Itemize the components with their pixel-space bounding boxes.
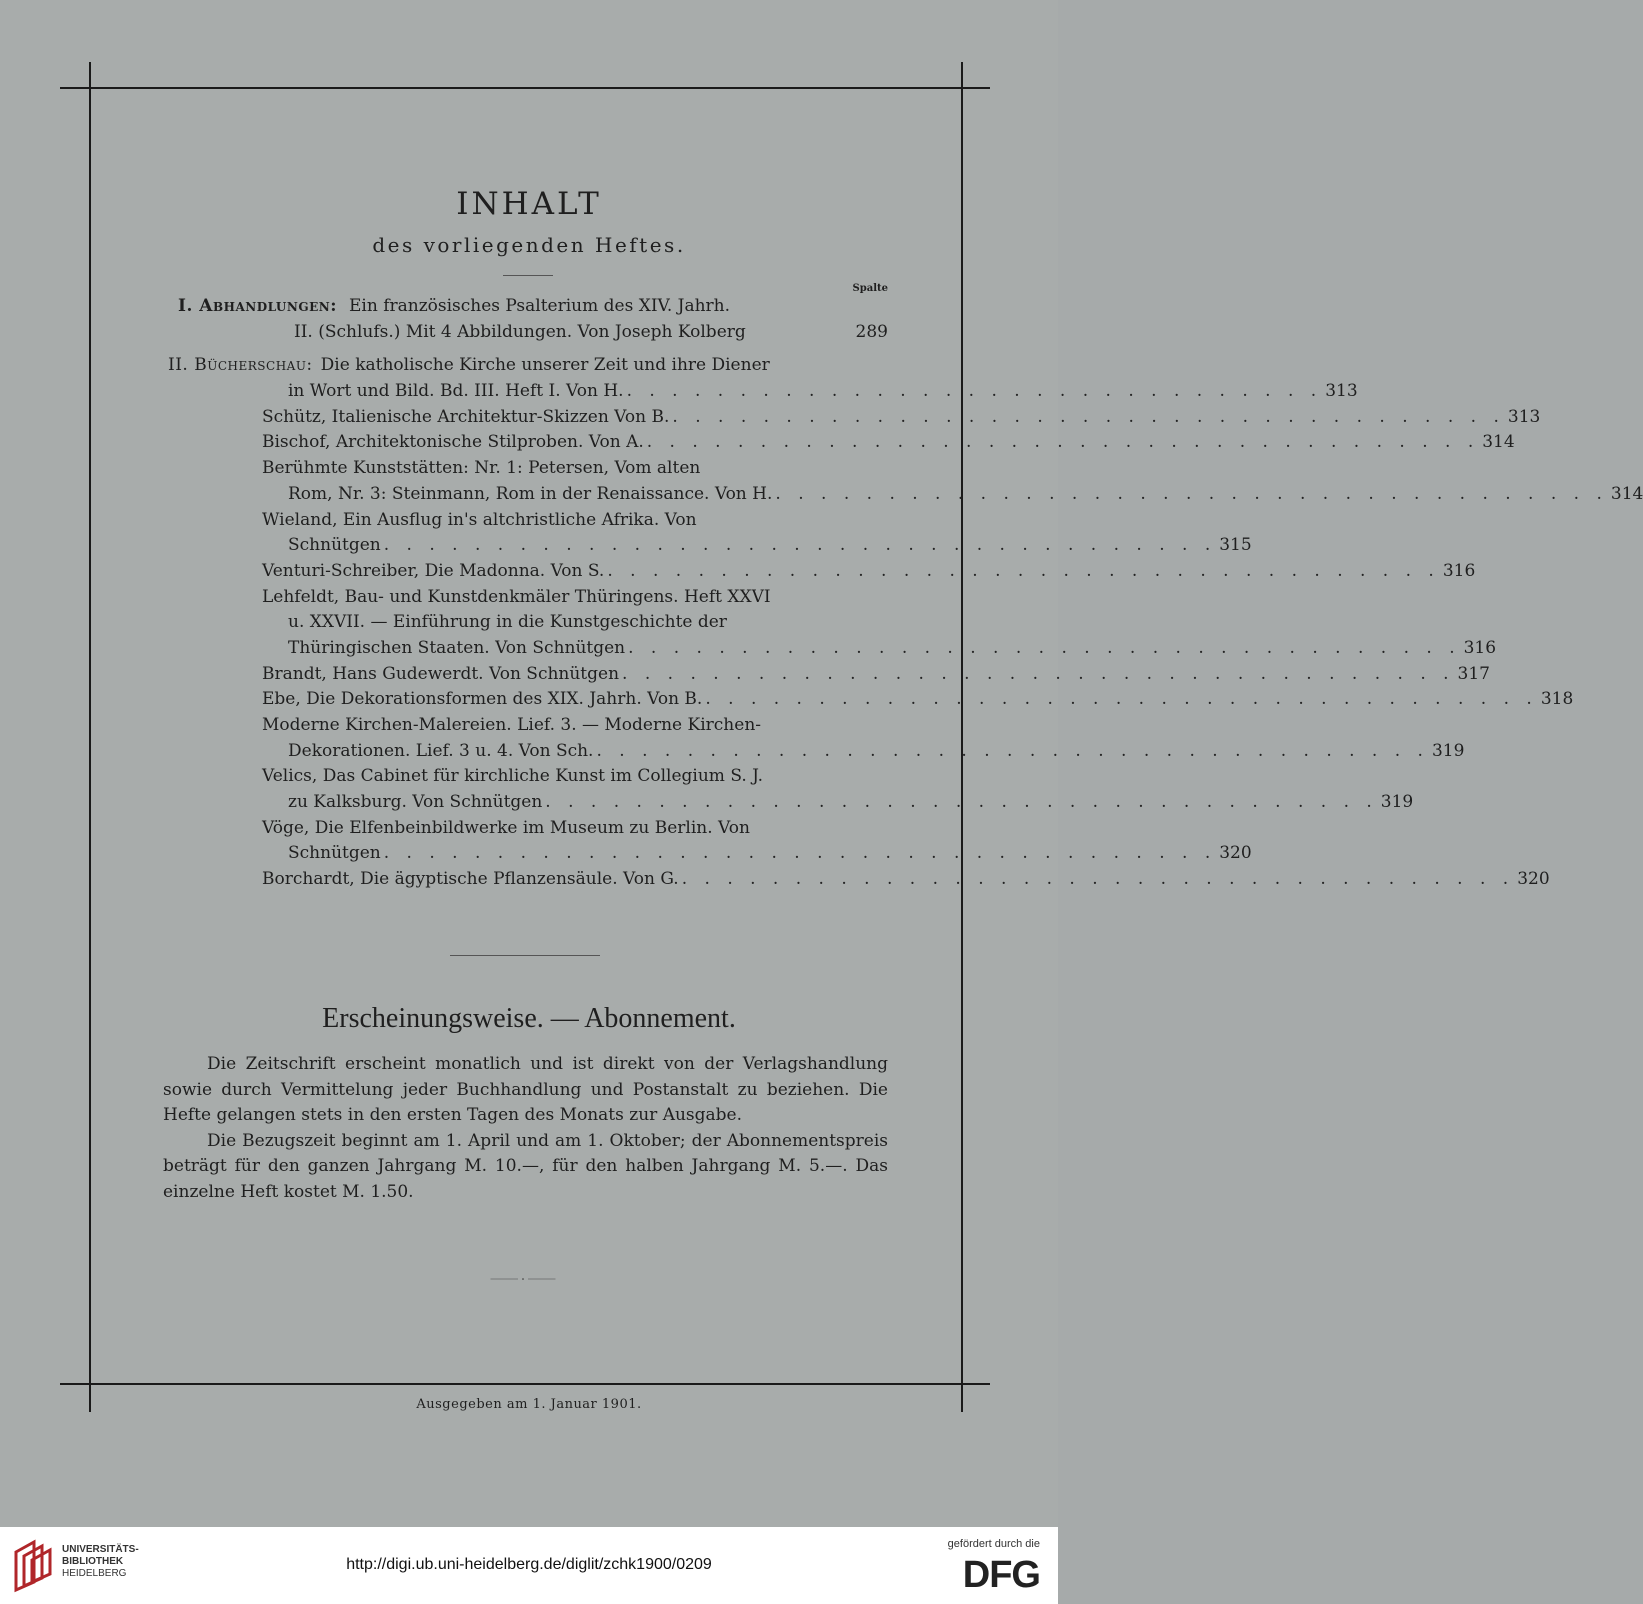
frame-bottom-rule [60,1383,990,1385]
toc-page-number: 319 [1431,740,1465,761]
toc-page-number: 316 [1463,637,1497,658]
toc-leader-dots: . . . . . . . . . . . . . . . . . . . . . . . . . . . . . . . . . . . . . [672,406,1505,427]
toc-page-number: 289 [855,321,888,342]
toc-leader-dots: . . . . . . . . . . . . . . . . . . . . . . . . . . . . . . . . . . . . . [622,663,1455,684]
toc-entry-text: Brandt, Hans Gudewerdt. Von Schnütgen [262,663,620,684]
issue-date: Ausgegeben am 1. Januar 1901. [416,1397,642,1412]
toc-entry-text: zu Kalksburg. Von Schnütgen [288,792,543,813]
toc-entry-line [160,508,888,534]
toc-page-number: 318 [1540,689,1574,710]
toc-entry-text: Wieland, Ein Ausflug in's altchristliche Afrika. Von [262,509,697,530]
toc-entry-line [160,636,1497,662]
toc-leader-dots: . . . . . . . . . . . . . . . . . . . . . . . . . . . . . . . [626,381,1323,402]
toc-entry-text: Berühmte Kunststätten: Nr. 1: Petersen, Vom alten [262,458,701,479]
toc-entry-text: Moderne Kirchen-Malereien. Lief. 3. — Moderne Kirchen- [262,715,762,735]
toc-entry-line [160,482,1643,508]
toc-leader-dots: . . . . . . . . . . . . . . . . . . . . . . . . . . . . . . . . . . . . . [596,740,1429,761]
toc-section-1-text: Ein französisches Psalterium des XIV. Jahrh. [349,296,731,316]
funder-caption: gefördert durch die [947,1538,1040,1550]
paragraph-subscription-price: Die Bezugszeit beginnt am 1. April und am 1. Oktober; der Abonnementspreis beträgt für den ganzen Jahrgang M. 10.—, für den halben Jahrgang M. 5.—. Das einzelne Heft kostet M. 1.50. [163,1130,888,1202]
toc-entry-text: Rom, Nr. 3: Steinmann, Rom in der Renaissance. Von H. [288,483,773,504]
toc-entry-line [160,841,1252,867]
contents-subtitle: des vorliegenden Heftes. [372,233,686,257]
toc-page-number: 313 [1507,406,1541,427]
toc-page-number: 314 [1482,432,1515,453]
toc-page-number: 320 [1219,843,1252,864]
toc-entry-text: Dekorationen. Lief. 3 u. 4. Von Sch. [288,740,594,761]
permalink-url[interactable]: http://digi.ub.uni-heidelberg.de/diglit/zchk1900/0209 [346,1556,712,1573]
toc-leader-dots: . . . . . . . . . . . . . . . . . . . . . . . . . . . . . . . . . . . . . [607,560,1440,581]
toc-leader-dots: . . . . . . . . . . . . . . . . . . . . . . . . . . . . . . . . . . . . . [681,869,1515,890]
frame-top-rule [60,87,990,89]
toc-section-2-line-2 [160,379,1358,405]
toc-entry-line [160,533,1252,559]
toc-leader-dots: . . . . . . . . . . . . . . . . . . . . . . . . . . . . . . . . . . . . . [383,843,1217,864]
toc-page-number: 317 [1457,663,1490,684]
toc-section-2-line-1 [160,353,888,379]
toc-entry-text: Schnütgen [288,843,381,864]
toc-page-number: 314 [1610,483,1643,504]
toc-leader-dots: . . . . . . . . . . . . . . . . . . . . . . . . . . . . . . . . . . . . . [628,637,1461,658]
toc-leader-dots: . . . . . . . . . . . . . . . . . . . . . . . . . . . . . . . . . . . . . [705,689,1538,710]
toc-entry-line [160,405,1541,431]
toc-entry-line [160,816,888,842]
toc-entry-line [160,559,1476,585]
dfg-logo[interactable]: DFG [962,1554,1040,1596]
toc-entry-text: Ebe, Die Dekorationsformen des XIX. Jahrh. Von B. [262,689,703,710]
toc-entry-text: Bischof, Architektonische Stilproben. Von A. [262,432,644,453]
toc-page-number: 319 [1380,792,1414,813]
toc-page-number: 313 [1325,381,1358,402]
toc-page-number: 315 [1219,535,1252,556]
toc-section-1-label: I. Abhandlungen: [178,296,337,316]
toc-entry-line [160,713,888,739]
toc-section-2-label: II. Bücherschau: [168,355,313,376]
toc-section-1-line-1 [160,294,888,320]
section-divider [450,955,600,956]
toc-page-number: 316 [1442,560,1476,581]
toc-entry-line [160,430,1515,456]
toc-entry-text: Schütz, Italienische Architektur-Skizzen Von B. [262,406,670,427]
toc-entry-line [160,662,1490,688]
table-of-contents [160,294,1643,893]
toc-page-number: 320 [1517,869,1550,890]
toc-entry-text: Velics, Das Cabinet für kirchliche Kunst im Collegium S. J. [262,766,764,787]
frame-left-rule [89,62,91,1412]
column-label: Spalte [852,283,888,294]
toc-entry-text: Venturi-Schreiber, Die Madonna. Von S. [262,560,605,581]
toc-entry-line [160,687,1574,713]
toc-entry-text: Vöge, Die Elfenbeinbildwerke im Museum zu Berlin. Von [262,817,750,838]
toc-entry-line [160,790,1414,816]
frame-right-rule [961,62,963,1412]
toc-section-2-text: Die katholische Kirche unserer Zeit und ihre Diener [320,355,770,376]
toc-leader-dots: . . . . . . . . . . . . . . . . . . . . . . . . . . . . . . . . . . . . . [545,792,1378,813]
toc-entries [160,405,1643,893]
toc-entry-text: u. XXVII. — Einführung in die Kunstgeschichte der [288,612,727,633]
ornament-divider [458,1278,588,1280]
contents-title: INHALT [456,186,602,222]
university-library-name: UNIVERSITÄTS- BIBLIOTHEK HEIDELBERG [62,1544,139,1579]
toc-entry-line [160,764,888,790]
toc-leader-dots: . . . . . . . . . . . . . . . . . . . . . . . . . . . . . . . . . . . . . [646,432,1480,453]
toc-entry-line [160,456,888,482]
toc-section-1-line-2 [160,320,888,346]
toc-entry-line [160,739,1465,765]
toc-entry-line [160,867,1550,893]
paragraph-publication: Die Zeitschrift erscheint monatlich und ist direkt von der Verlagshandlung sowie durch Vermittelung jeder Buchhandlung und Postanstalt zu beziehen. Die Hefte gelangen stets in den ersten Tagen des Monats zur Ausgabe. [163,1054,888,1125]
toc-entry-line [160,610,888,636]
toc-entry-text: Thüringischen Staaten. Von Schnütgen [288,637,626,658]
toc-entry-text: Lehfeldt, Bau- und Kunstdenkmäler Thüringens. Heft XXVI [262,586,771,607]
toc-section-1-text-2: II. (Schlufs.) Mit 4 Abbildungen. Von Joseph Kolberg [294,321,746,342]
toc-entry-text: Schnütgen [288,535,381,556]
section-title: Erscheinungsweise. — Abonnement. [322,1003,736,1034]
heading-divider [503,275,553,276]
subscription-text [163,1052,888,1205]
toc-entry-line [160,585,888,611]
toc-entry-text: Borchardt, Die ägyptische Pflanzensäule. Von G. [262,869,679,890]
toc-leader-dots: . . . . . . . . . . . . . . . . . . . . . . . . . . . . . . . . . . . . . [383,535,1217,556]
toc-leader-dots: . . . . . . . . . . . . . . . . . . . . . . . . . . . . . . . . . . . . . [775,483,1608,504]
toc-section-2-text-2: in Wort und Bild. Bd. III. Heft I. Von H. [288,381,624,402]
